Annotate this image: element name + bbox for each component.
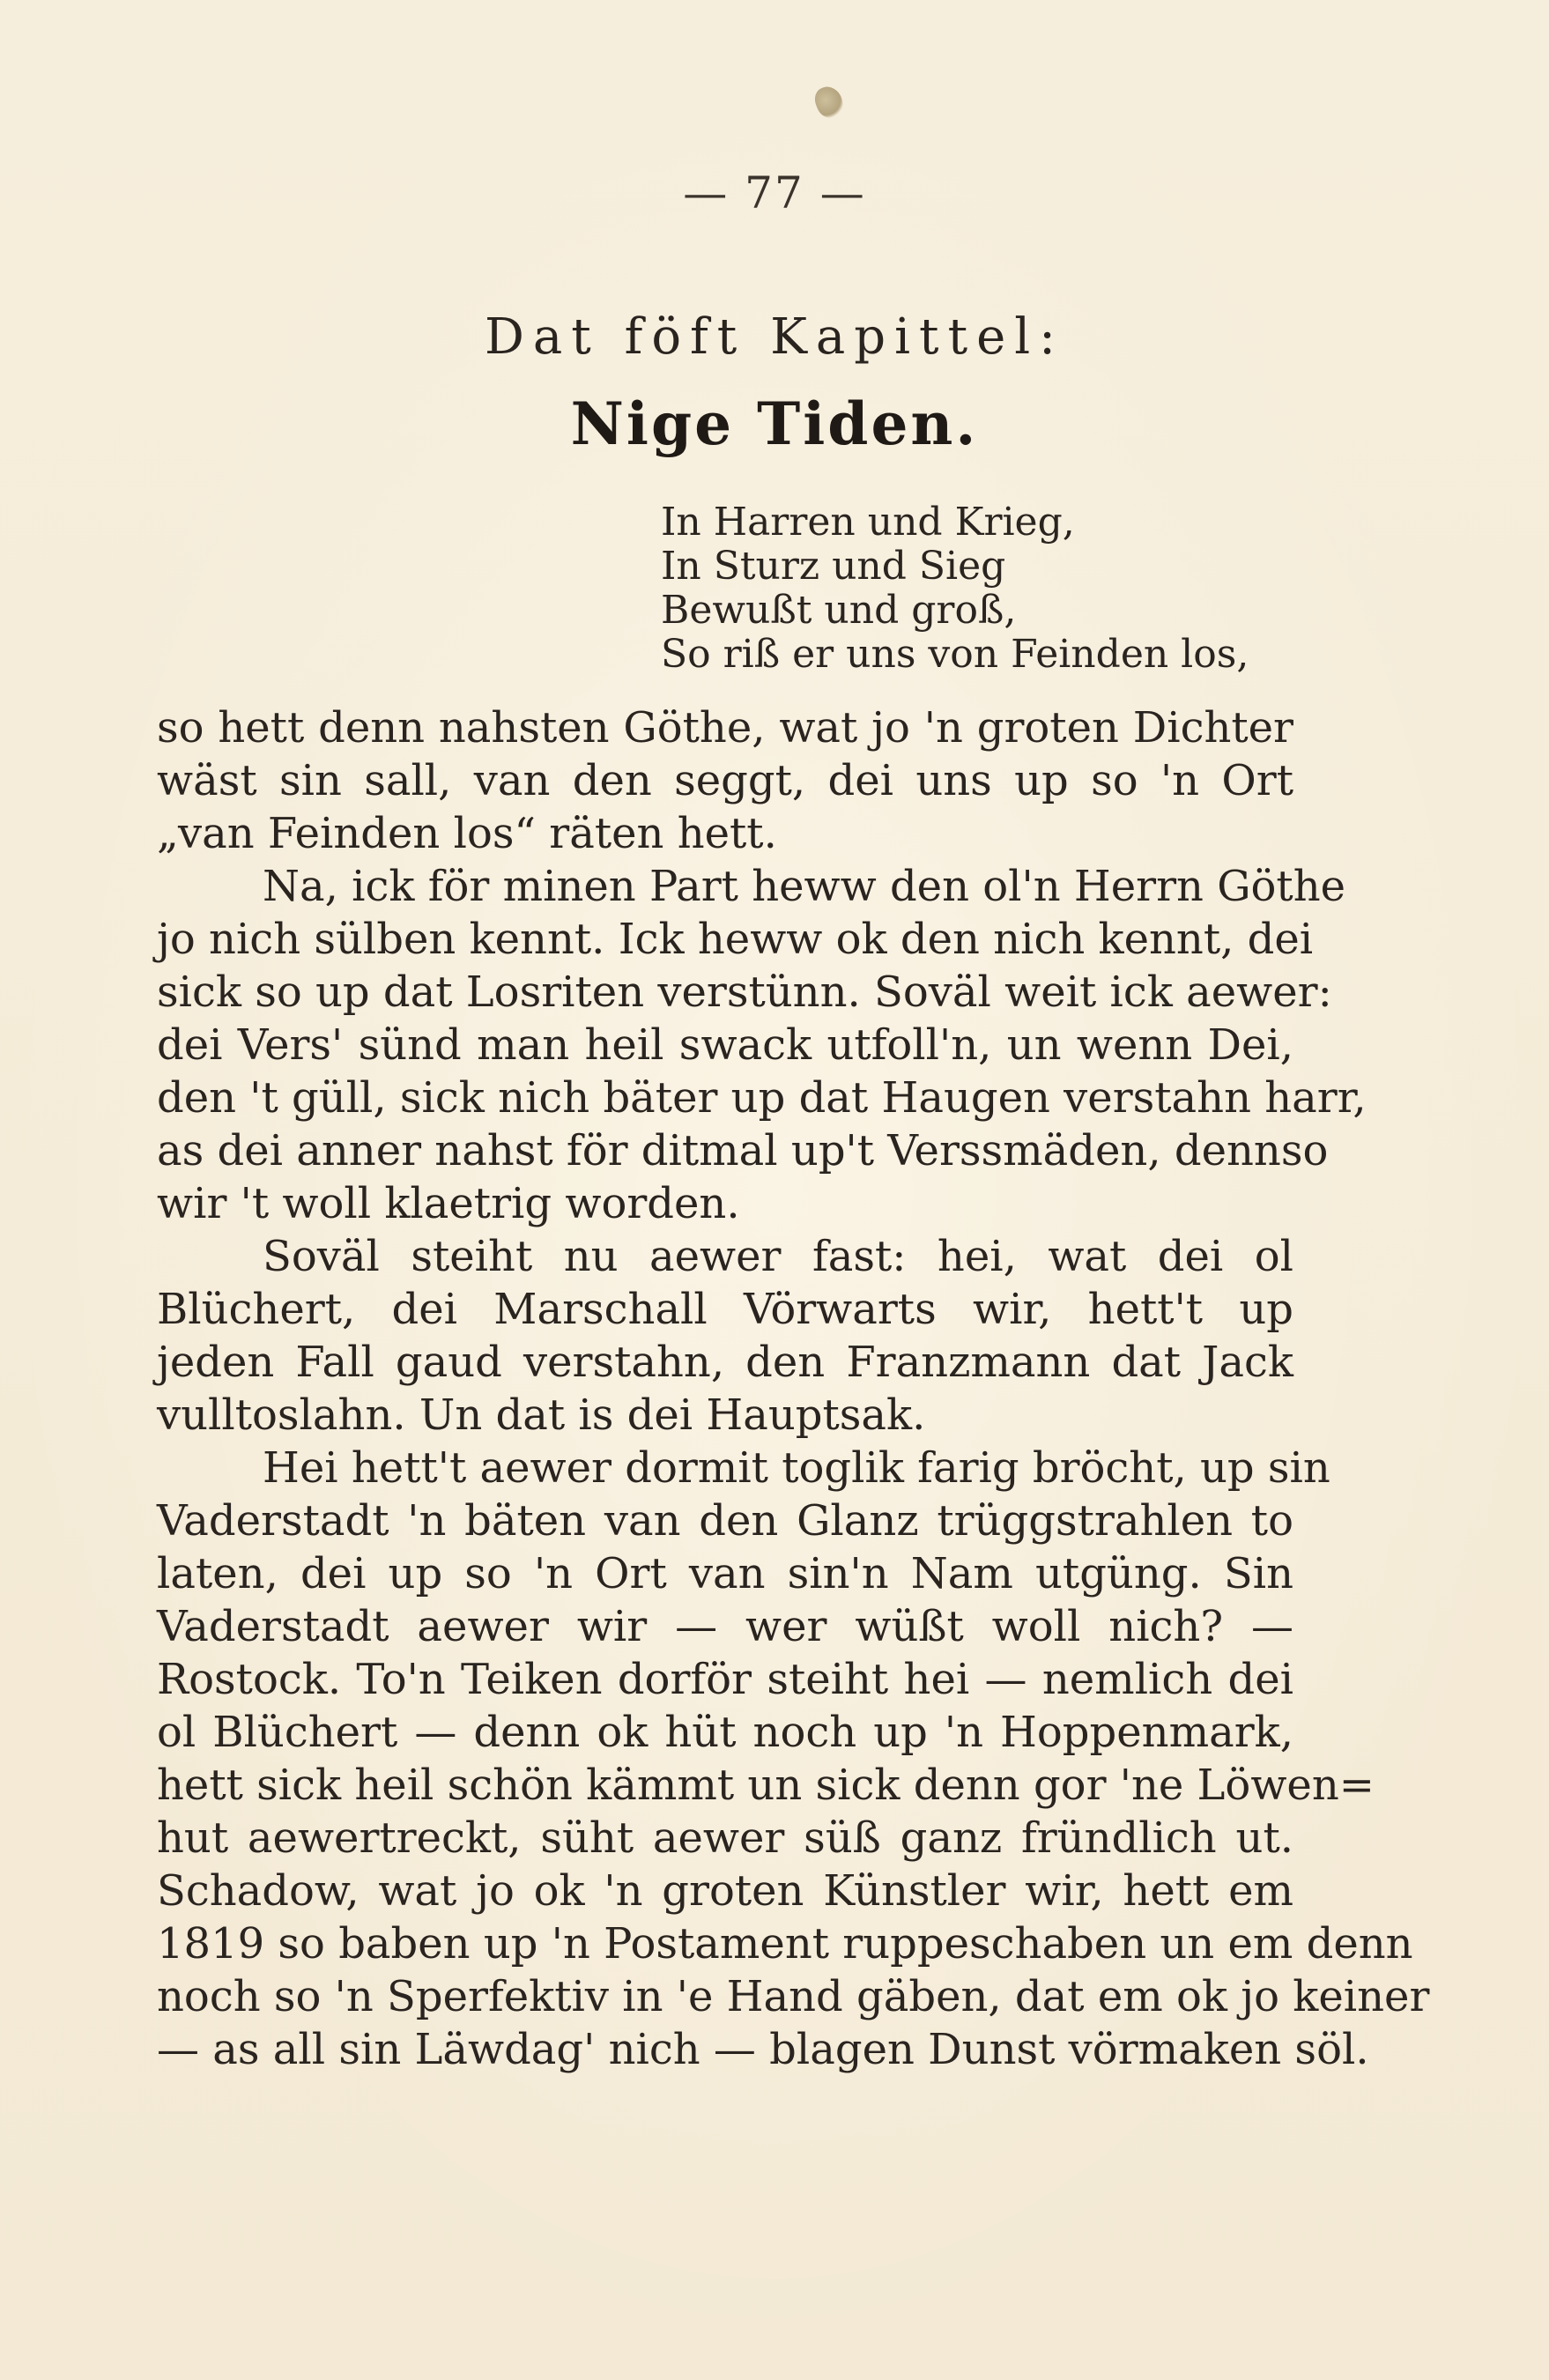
text-line: sick so up dat Losriten verstünn. Soväl weit ick aewer:: [157, 968, 1332, 1017]
text-line: wir 't woll klaetrig worden.: [157, 1179, 740, 1228]
text-line: — as all sin Läwdag' nich — blagen Dunst vörmaken söl.: [157, 2025, 1369, 2074]
text-line: Hei hett't aewer dormit toglik farig bröcht, up sin: [263, 1443, 1330, 1493]
text-line: vulltoslahn. Un dat is dei Hauptsak.: [157, 1390, 926, 1440]
page-number: — 77 —: [683, 167, 866, 219]
body-text: [157, 701, 1430, 2076]
text-line: Schadow, wat jo ok 'n groten Künstler wir, hett em: [157, 1866, 1293, 1916]
text-line: so hett denn nahsten Göthe, wat jo 'n groten Dichter: [157, 703, 1293, 753]
text-line: Vaderstadt 'n bäten van den Glanz trüggstrahlen to: [157, 1496, 1293, 1546]
text-line: 1819 so baben up 'n Postament ruppeschaben un em denn: [157, 1919, 1413, 1969]
text-line: jeden Fall gaud verstahn, den Franzmann dat Jack: [157, 1338, 1293, 1387]
text-line: Rostock. To'n Teiken dorför steiht hei — nemlich dei: [157, 1655, 1293, 1704]
text-line: noch so 'n Sperfektiv in 'e Hand gäben, dat em ok jo keiner: [157, 1972, 1430, 2021]
verse-line: Bewußt und groß,: [661, 588, 1017, 633]
text-line: den 't güll, sick nich bäter up dat Haugen verstahn harr,: [157, 1073, 1367, 1123]
text-line: as dei anner nahst för ditmal up't Verssmäden, dennso: [157, 1126, 1329, 1175]
chapter-title: Nige Tiden.: [570, 389, 979, 458]
text-line: Soväl steiht nu aewer fast: hei, wat dei ol: [263, 1232, 1293, 1281]
text-line: wäst sin sall, van den seggt, dei uns up so 'n Ort: [157, 756, 1293, 805]
text-line: ol Blüchert — denn ok hüt noch up 'n Hoppenmark,: [157, 1708, 1293, 1757]
text-line: laten, dei up so 'n Ort van sin'n Nam utgüng. Sin: [157, 1549, 1293, 1598]
text-line: Na, ick för minen Part heww den ol'n Herrn Göthe: [263, 862, 1346, 911]
text-line: „van Feinden los“ räten hett.: [157, 809, 777, 858]
chapter-label: Dat föft Kapittel:: [485, 308, 1064, 366]
text-line: dei Vers' sünd man heil swack utfoll'n, un wenn Dei,: [157, 1020, 1293, 1070]
text-line: Blüchert, dei Marschall Vörwarts wir, hett't up: [157, 1285, 1293, 1334]
text-line: Vaderstadt aewer wir — wer wüßt woll nich? —: [157, 1602, 1293, 1651]
verse-line: So riß er uns von Feinden los,: [661, 632, 1249, 677]
text-line: jo nich sülben kennt. Ick heww ok den nich kennt, dei: [157, 915, 1314, 964]
verse-block: [661, 500, 1383, 677]
text-line: hut aewertreckt, süht aewer süß ganz fründlich ut.: [157, 1813, 1293, 1863]
verse-line: In Sturz und Sieg: [661, 544, 1006, 589]
paper-blemish: [812, 83, 848, 122]
verse-line: In Harren und Krieg,: [661, 500, 1075, 545]
text-line: hett sick heil schön kämmt un sick denn gor 'ne Löwen=: [157, 1761, 1375, 1810]
